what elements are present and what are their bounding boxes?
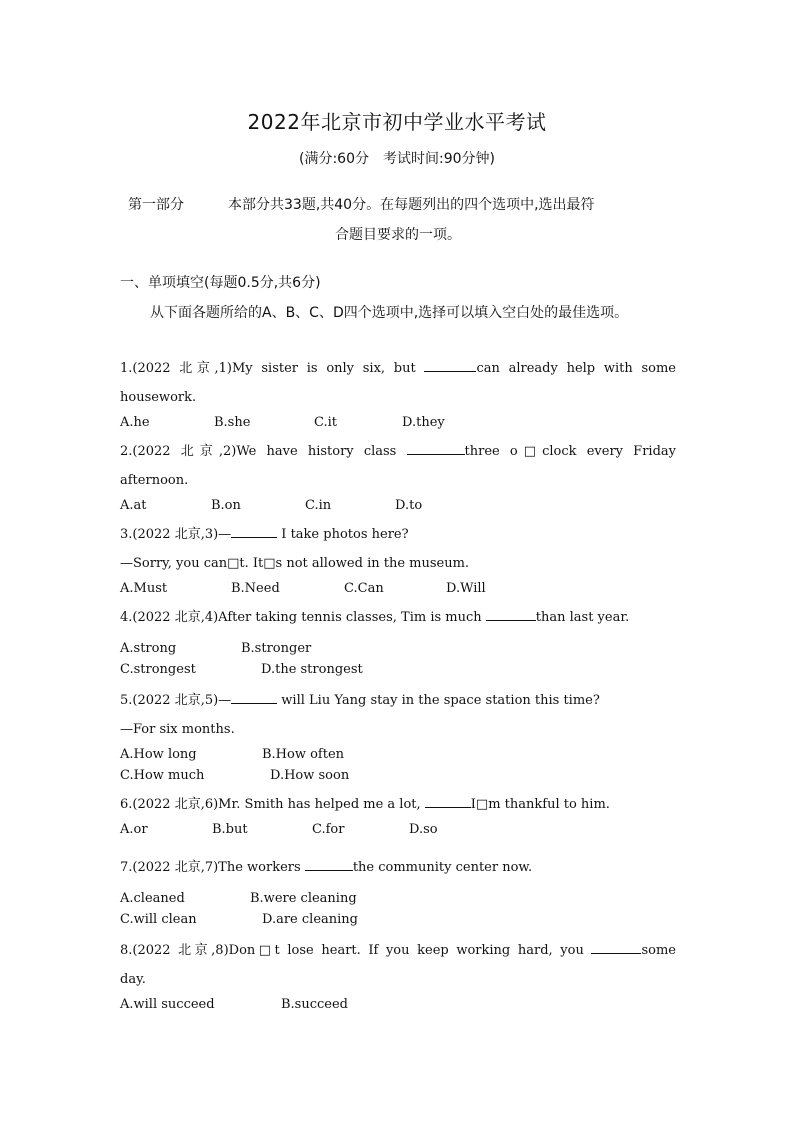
question-stem xyxy=(120,790,676,819)
stem-after: I take photos here? xyxy=(277,527,409,542)
option-b[interactable]: B.but xyxy=(212,822,248,837)
answer-blank[interactable] xyxy=(231,525,277,538)
question-prefix: 8.(2022 北京,8) xyxy=(120,943,229,958)
exam-title: 2022年北京市初中学业水平考试 xyxy=(247,110,547,134)
stem-continuation: afternoon. xyxy=(120,473,189,488)
stem-after: the community center now. xyxy=(352,860,533,875)
question-5 xyxy=(120,686,676,786)
question-stem xyxy=(120,936,676,965)
question-3 xyxy=(120,520,676,599)
question-2 xyxy=(120,437,676,516)
question-6 xyxy=(120,790,676,840)
section-heading: 一、单项填空(每题0.5分,共6分) xyxy=(120,275,321,291)
options-row xyxy=(120,744,676,765)
option-c[interactable]: C.in xyxy=(305,498,332,513)
answer-blank[interactable] xyxy=(486,608,536,621)
answer-blank[interactable] xyxy=(305,858,353,871)
answer-blank[interactable] xyxy=(425,795,471,808)
option-d[interactable]: D.are cleaning xyxy=(262,912,358,927)
stem-before: We have history class xyxy=(236,444,407,459)
options-row xyxy=(120,495,676,516)
option-c[interactable]: C.How much xyxy=(120,768,205,783)
stem-before: After taking tennis classes, Tim is much xyxy=(218,610,486,625)
part-desc-line2: 合题目要求的一项。 xyxy=(335,227,461,243)
part-label: 第一部分 xyxy=(128,197,184,213)
option-b[interactable]: B.stronger xyxy=(241,641,312,656)
answer-blank[interactable] xyxy=(424,359,476,372)
stem-before: My sister is only six, but xyxy=(231,361,425,376)
stem-continuation: housework. xyxy=(120,390,197,405)
option-b[interactable]: B.on xyxy=(211,498,241,513)
question-prefix: 7.(2022 北京,7) xyxy=(120,860,219,875)
option-d[interactable]: D.to xyxy=(395,498,423,513)
stem-continuation: day. xyxy=(120,972,146,987)
option-c[interactable]: C.it xyxy=(314,415,337,430)
option-a[interactable]: A.strong xyxy=(120,641,177,656)
option-a[interactable]: A.or xyxy=(120,822,148,837)
option-a[interactable]: A.at xyxy=(120,498,147,513)
option-c[interactable]: C.Can xyxy=(344,581,384,596)
question-prefix: 6.(2022 北京,6) xyxy=(120,797,219,812)
question-prefix: 4.(2022 北京,4) xyxy=(120,610,219,625)
options-row xyxy=(120,659,676,680)
question-1 xyxy=(120,354,676,433)
stem-before: — xyxy=(218,693,232,708)
question-stem xyxy=(120,686,676,715)
options-row xyxy=(120,909,676,930)
stem-after: some xyxy=(641,943,676,958)
question-stem xyxy=(120,437,676,466)
option-b[interactable]: B.were cleaning xyxy=(250,891,357,906)
option-a[interactable]: A.Must xyxy=(120,581,168,596)
stem-before: — xyxy=(218,527,232,542)
stem-after: will Liu Yang stay in the space station this time? xyxy=(277,693,600,708)
question-prefix: 2.(2022 北京,2) xyxy=(120,444,237,459)
option-a[interactable]: A.he xyxy=(120,415,150,430)
option-c[interactable]: C.strongest xyxy=(120,662,196,677)
option-d[interactable]: D.so xyxy=(409,822,438,837)
option-a[interactable]: A.How long xyxy=(120,747,197,762)
question-stem xyxy=(120,603,676,632)
option-a[interactable]: A.will succeed xyxy=(120,997,215,1012)
options-row xyxy=(120,819,676,840)
option-d[interactable]: D.How soon xyxy=(270,768,350,783)
question-stem xyxy=(120,354,676,383)
answer-blank[interactable] xyxy=(231,691,277,704)
question-prefix: 1.(2022 北京,1) xyxy=(120,361,232,376)
question-stem xyxy=(120,853,676,882)
options-row xyxy=(120,994,676,1015)
stem-before: Mr. Smith has helped me a lot, xyxy=(218,797,425,812)
stem-before: Don□t lose heart. If you keep working hard, you xyxy=(228,943,592,958)
options-row xyxy=(120,578,676,599)
option-c[interactable]: C.will clean xyxy=(120,912,197,927)
question-prefix: 3.(2022 北京,3) xyxy=(120,527,219,542)
option-d[interactable]: D.Will xyxy=(446,581,486,596)
option-d[interactable]: D.the strongest xyxy=(261,662,363,677)
options-row xyxy=(120,888,676,909)
part-intro xyxy=(128,190,668,250)
options-row xyxy=(120,638,676,659)
section-instructions: 从下面各题所给的A、B、C、D四个选项中,选择可以填入空白处的最佳选项。 xyxy=(150,305,629,321)
option-b[interactable]: B.succeed xyxy=(281,997,348,1012)
stem-after: than last year. xyxy=(535,610,630,625)
option-c[interactable]: C.for xyxy=(312,822,345,837)
option-b[interactable]: B.Need xyxy=(231,581,280,596)
stem-after: three o□clock every Friday xyxy=(464,444,676,459)
stem-before: The workers xyxy=(218,860,305,875)
stem-continuation: —For six months. xyxy=(120,722,235,737)
option-b[interactable]: B.she xyxy=(214,415,251,430)
option-a[interactable]: A.cleaned xyxy=(120,891,185,906)
exam-subtitle: (满分:60分 考试时间:90分钟) xyxy=(299,151,495,167)
question-prefix: 5.(2022 北京,5) xyxy=(120,693,219,708)
question-stem xyxy=(120,520,676,549)
stem-after: can already help with some xyxy=(476,361,676,376)
option-d[interactable]: D.they xyxy=(402,415,445,430)
option-b[interactable]: B.How often xyxy=(262,747,345,762)
stem-continuation: —Sorry, you can□t. It□s not allowed in the museum. xyxy=(120,556,470,571)
stem-after: I□m thankful to him. xyxy=(470,797,610,812)
answer-blank[interactable] xyxy=(591,941,641,954)
options-row xyxy=(120,412,676,433)
question-4 xyxy=(120,603,676,680)
answer-blank[interactable] xyxy=(407,442,465,455)
options-row xyxy=(120,765,676,786)
part-desc-line1: 本部分共33题,共40分。在每题列出的四个选项中,选出最符 xyxy=(228,197,595,213)
question-8 xyxy=(120,936,676,1015)
question-7 xyxy=(120,853,676,930)
